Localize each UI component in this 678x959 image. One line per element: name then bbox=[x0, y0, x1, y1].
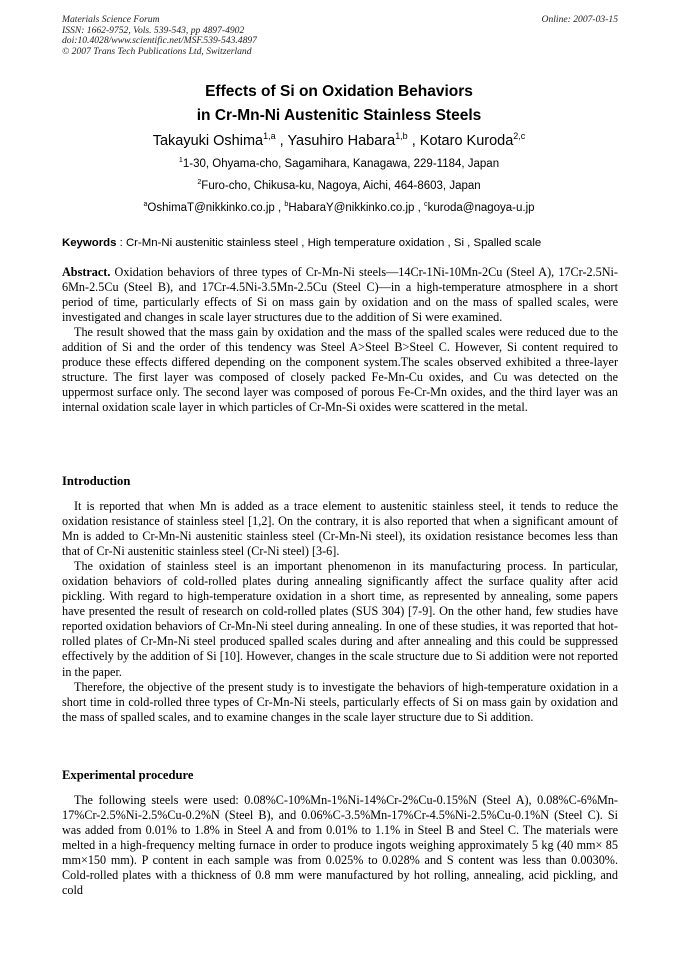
author-emails: $^a$OshimaT@nikkinko.co.jp , $^b$HabaraY@nikkinko.co.jp , $^c$kuroda@nagoya-u.jp bbox=[143, 200, 535, 214]
author-name: Yasuhiro Habara bbox=[287, 133, 396, 149]
keywords bbox=[62, 237, 622, 249]
abstract-paragraph: The result showed that the mass gain by oxidation and the mass of the spalled scales were reduced due to the addition of Si and the order of this tendency was Steel A>Steel B>Steel C. However, Si content required to produce these effects differed depending on the component system.The scales observed exhibited a three-layer structure. The first layer was composed of closely packed Fe-Mn-Cu oxides, and Cu was detected on the uppermost surface only. The second layer was composed of porous Fe-Cr-Mn oxides, and the third layer was an internal oxidation scale layer in which particles of Cr-Mn-Si oxides were scattered in the metal. bbox=[62, 325, 618, 415]
keywords-label: Keywords bbox=[62, 237, 117, 249]
abstract-paragraph: Abstract. Oxidation behaviors of three types of Cr-Mn-Ni steels—14Cr-1Ni-10Mn-2Cu (Steel A), 17Cr-2.5Ni-6Mn-2.5Cu (Steel B), and 17Cr-4.5Ni-3.5Mn-2.5Cu (Steel C)—in a high-temperature atmosphere in a short period of time, particularly effects of Si on mass gain by oxidation and on the mass of spalled scales, were investigated and changes in scale layer structures due to the addition of Si were examined. bbox=[62, 265, 618, 325]
author-affiliation-mark: 1,a bbox=[263, 131, 276, 142]
keywords-text: : Cr-Mn-Ni austenitic stainless steel , High temperature oxidation , Si , Spalled scale bbox=[116, 237, 542, 249]
journal-header bbox=[62, 15, 257, 57]
introduction-body bbox=[62, 499, 618, 725]
affiliation-2: $^2$Furo-cho, Chikusa-ku, Nagoya, Aichi, 464-8603, Japan bbox=[197, 178, 481, 192]
affiliation-1: $^1$1-30, Ohyama-cho, Sagamihara, Kanagawa, 229-1184, Japan bbox=[178, 156, 500, 170]
abstract bbox=[62, 265, 618, 415]
section-heading-experimental-procedure: Experimental procedure bbox=[62, 768, 194, 782]
email-link[interactable]: kuroda@nagoya-u.jp bbox=[427, 202, 535, 214]
journal-copyright: © 2007 Trans Tech Publications Ltd, Switzerland bbox=[62, 45, 252, 57]
abstract-label: Abstract. bbox=[62, 265, 111, 279]
experimental-body bbox=[62, 793, 618, 898]
email-link[interactable]: HabaraY@nikkinko.co.jp bbox=[288, 202, 415, 214]
email-link[interactable]: OshimaT@nikkinko.co.jp bbox=[147, 202, 275, 214]
author-name: Takayuki Oshima bbox=[152, 133, 264, 149]
author-affiliation-mark: 2,c bbox=[513, 131, 526, 142]
body-paragraph: The following steels were used: 0.08%C-10%Mn-1%Ni-14%Cr-2%Cu-0.15%N (Steel A), 0.08%C-6%Mn-17%Cr-2.5%Ni-2.5%Cu-0.2%N (Steel B), and 0.06%C-3.5%Mn-17%Cr-4.5%Ni-2.5%Cu-0.1%N (Steel C). Si was added from 0.01% to 1.8% in Steel A and from 0.01% to 1.1% in Steel B and Steel C. The materials were melted in a high-frequency melting furnace in order to produce ingots weighing approximately 5 kg (40 mm× 85 mm×150 mm). P content in each sample was from 0.025% to 0.028% and S content was less than 0.0030%. Cold-rolled plates with a thickness of 0.8 mm were manufactured by hot rolling, annealing, acid pickling, and cold bbox=[62, 793, 618, 898]
author-name: Kotaro Kuroda bbox=[419, 133, 514, 149]
journal-issn: ISSN: 1662-9752, Vols. 539-543, pp 4897-4902 bbox=[62, 24, 245, 36]
online-date: Online: 2007-03-15 bbox=[541, 14, 618, 25]
section-heading-introduction: Introduction bbox=[62, 474, 131, 488]
paper-title-line-1: Effects of Si on Oxidation Behaviors bbox=[205, 83, 473, 100]
journal-doi[interactable]: doi:10.4028/www.scientific.net/MSF.539-543.4897 bbox=[62, 35, 257, 47]
body-paragraph: The oxidation of stainless steel is an important phenomenon in its manufacturing process. In particular, oxidation behaviors of cold-rolled plates during annealing significantly affect the surface quality after acid pickling. With regard to high-temperature oxidation in a short time, as represented by annealing, some papers have presented the result of research on cold-rolled plates (SUS 304) [7-9]. On the other hand, few studies have reported oxidation behaviors of Cr-Mn-Ni steel during annealing. In one of these studies, it was reported that hot-rolled plates of Cr-Mn-Ni steel produced spalled scales during and after annealing and this could be suppressed effectively by the addition of Si [10]. However, changes in the scale structure due to Si addition were not reported in the paper. bbox=[62, 559, 618, 679]
author-list: Takayuki Oshima$^{1,a}$ , Yasuhiro Habara$^{1,b}$ , Kotaro Kuroda$^{2,c}$ bbox=[152, 131, 526, 149]
body-paragraph: Therefore, the objective of the present study is to investigate the behaviors of high-temperature oxidation in a short time in cold-rolled three types of Cr-Mn-Ni steels, particularly effects of Si on mass gain by oxidation and the mass of spalled scales, and to examine changes in the scale layer structure due to Si addition. bbox=[62, 679, 618, 724]
paper-title-line-2: in Cr-Mn-Ni Austenitic Stainless Steels bbox=[196, 107, 482, 124]
body-paragraph: It is reported that when Mn is added as a trace element to austenitic stainless steel, it tends to reduce the oxidation resistance of stainless steel [1,2]. On the contrary, it is also reported that when a significant amount of Mn is added to Cr-Mn-Ni austenitic stainless steel (Cr-Mn-Ni steel), its oxidation resistance becomes less than that of Cr-Ni austenitic stainless steel (Cr-Ni steel) [3-6]. bbox=[62, 499, 618, 559]
author-affiliation-mark: 1,b bbox=[395, 131, 408, 142]
journal-name: Materials Science Forum bbox=[62, 14, 160, 25]
